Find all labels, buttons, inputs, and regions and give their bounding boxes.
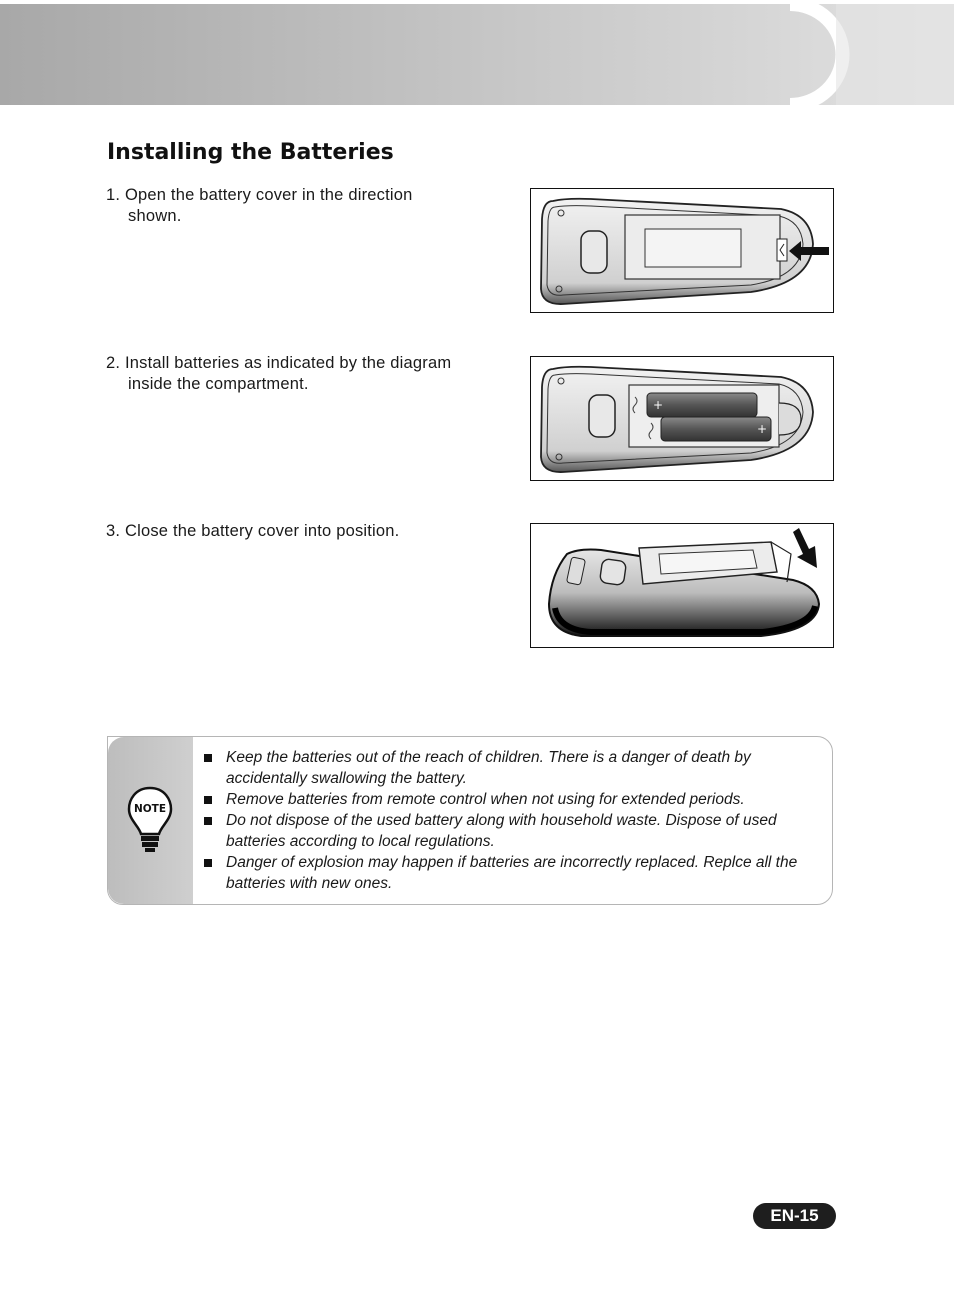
bullet-icon	[204, 796, 212, 804]
step-text-continued: shown.	[128, 207, 182, 225]
note-lightbulb-icon	[127, 786, 173, 852]
step-text-continued: inside the compartment.	[128, 375, 309, 393]
step-number: 3.	[106, 522, 121, 540]
note-box	[107, 736, 833, 905]
note-list	[204, 747, 816, 894]
step-3	[106, 521, 399, 542]
bullet-icon	[204, 817, 212, 825]
step-number: 1.	[106, 186, 121, 204]
note-item: Remove batteries from remote control when not using for extended periods.	[204, 789, 816, 810]
svg-text:+: +	[757, 422, 768, 436]
figure-close-cover	[530, 523, 834, 648]
bullet-icon	[204, 754, 212, 762]
remote-batteries-icon	[531, 357, 833, 480]
page-number-badge: EN-15	[753, 1203, 836, 1229]
header-band	[0, 0, 954, 110]
step-number: 2.	[106, 354, 121, 372]
step-text: Open the battery cover in the direction	[124, 186, 413, 204]
figure-open-cover	[530, 188, 834, 313]
remote-close-cover-icon	[531, 524, 833, 647]
note-label: NOTE	[133, 803, 167, 815]
note-item: Keep the batteries out of the reach of children. There is a danger of death by accidentally swallowing the battery.	[204, 747, 816, 789]
figure-batteries-installed	[530, 356, 834, 481]
step-2	[106, 353, 451, 395]
note-item: Do not dispose of the used battery along with household waste. Dispose of used batteries according to local regulations.	[204, 810, 816, 852]
note-item: Danger of explosion may happen if batteries are incorrectly replaced. Replce all the batteries with new ones.	[204, 852, 816, 894]
page-title: Installing the Batteries	[107, 140, 394, 165]
step-1	[106, 185, 413, 227]
remote-open-cover-icon	[531, 189, 833, 312]
bullet-icon	[204, 859, 212, 867]
step-text: Close the battery cover into position.	[124, 522, 400, 540]
step-text: Install batteries as indicated by the diagram	[124, 354, 452, 372]
svg-text:+: +	[653, 398, 664, 412]
